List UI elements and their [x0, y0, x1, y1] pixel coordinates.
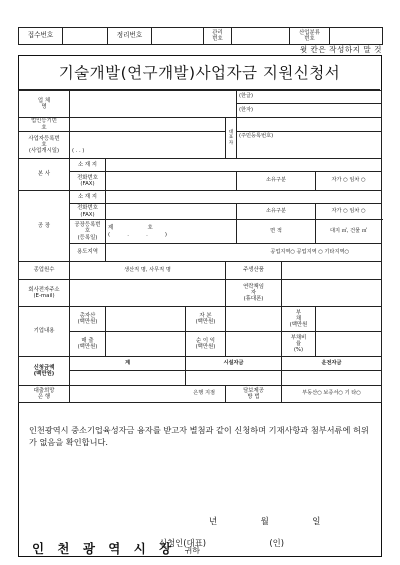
manager-label: 연락책임 자 (휴대폰): [226, 280, 282, 307]
factory-zone-options[interactable]: 공업지역○ 공업지역 ○ 기타지역○: [106, 244, 382, 262]
factory-area-label: 면 적: [237, 220, 316, 244]
employees-field[interactable]: 생산직 명, 사무직 명: [70, 262, 226, 280]
hq-section-label: 본 사: [19, 159, 70, 191]
company-name-hangul[interactable]: (한글): [237, 91, 382, 104]
seal-mark[interactable]: (인): [269, 538, 284, 548]
mgmt-no-field[interactable]: [232, 28, 290, 45]
company-name-hanja[interactable]: (한자): [237, 104, 382, 118]
resident-no-field[interactable]: (주민등록번호): [237, 132, 382, 159]
form-title: 기술개발(연구개발)사업자금 지원신청서: [19, 56, 380, 90]
factory-zone-label: 용도지역: [70, 244, 106, 262]
application-table: [18, 90, 382, 403]
main-product-field[interactable]: [282, 262, 382, 280]
employees-label: 종업원수: [19, 262, 70, 280]
office-use-note: 윗 칸은 작성하지 말 것: [299, 45, 382, 54]
applicant-label: 신청인(대표): [159, 538, 206, 548]
sales-label: 매 출 (백만원): [70, 332, 106, 357]
hq-ownership-options[interactable]: 자가 ○ 임차 ○: [316, 172, 382, 191]
receipt-no-label: 접수번호: [19, 28, 63, 45]
amount-facility-field[interactable]: [186, 371, 282, 386]
total-assets-field[interactable]: [106, 307, 186, 332]
amount-total-field[interactable]: [70, 371, 186, 386]
representative-label: 대 표 자: [226, 118, 237, 159]
email-field[interactable]: [70, 280, 226, 307]
hq-phone-label: 전화번호 (FAX): [70, 172, 106, 191]
day-label: 일: [312, 517, 321, 527]
capital-field[interactable]: [226, 307, 282, 332]
factory-ownership-label: 소유구분: [237, 204, 316, 220]
amount-label: 신청금액 (백만원): [19, 357, 70, 386]
factory-ownership-options[interactable]: 자가 ○ 임차 ○: [316, 204, 382, 220]
debt-label: 부 채 (백만원: [282, 307, 316, 332]
admin-number-bar: [18, 27, 383, 45]
debt-field[interactable]: [316, 307, 382, 332]
factory-section-label: 공 장: [19, 191, 70, 262]
hq-ownership-label: 소유구분: [237, 172, 316, 191]
date-line: [209, 515, 320, 527]
industry-label: 산업분류 번호: [290, 28, 330, 45]
corp-reg-label: 법인등기번 호: [19, 118, 70, 132]
total-assets-label: 총자산 (백만원): [70, 307, 106, 332]
biz-reg-label: 사업자등록번 호 (사업개시일): [19, 132, 70, 159]
addressee-honorific: 귀하: [184, 546, 201, 555]
addressee-name: 인 천 광 역 시 장: [32, 541, 176, 556]
receipt-no-field[interactable]: [63, 28, 108, 45]
net-income-label: 순 이 익 (백만원): [186, 332, 226, 357]
addressee: [32, 539, 200, 557]
declaration-text: 인천광역시 중소기업육성자금 융자를 받고자 별첨과 같이 신청하며 기재사항과 첨부서류에 허위가 없음을 확인합니다.: [29, 425, 369, 447]
industry-field[interactable]: [330, 28, 383, 45]
factory-address-field[interactable]: [106, 191, 382, 204]
factory-area-field[interactable]: 대지 ㎡, 건물 ㎡: [316, 220, 382, 244]
amount-operating-label: 운전자금: [282, 357, 382, 371]
main-product-label: 주생산품: [226, 262, 282, 280]
representative-name-field[interactable]: [237, 118, 382, 132]
corp-reg-field[interactable]: [70, 118, 226, 132]
hq-phone-field[interactable]: [106, 172, 237, 191]
company-name-field[interactable]: [70, 91, 237, 118]
factory-registration-field[interactable]: 제 호 ( . . ): [106, 220, 237, 244]
year-label: 년: [209, 517, 218, 527]
company-name-label: 업 체 명: [19, 91, 70, 118]
collateral-options[interactable]: 부동산○ 보증서○ 기 타○: [282, 386, 382, 403]
factory-phone-field[interactable]: [106, 204, 237, 220]
mgmt-no-label: 관리 번호: [204, 28, 232, 45]
amount-facility-label: 시설자금: [186, 357, 282, 371]
bank-label: 대출희망 은 행: [19, 386, 70, 403]
debt-ratio-field[interactable]: [316, 332, 382, 357]
capital-label: 자 본 (백만원): [186, 307, 226, 332]
declaration-area: [19, 420, 380, 556]
bank-field[interactable]: 은행 지점: [70, 386, 226, 403]
net-income-field[interactable]: [226, 332, 282, 357]
ref-no-field[interactable]: [152, 28, 204, 45]
collateral-label: 담보제공 방 법: [226, 386, 282, 403]
amount-operating-field[interactable]: [282, 371, 382, 386]
manager-field[interactable]: [282, 280, 382, 307]
hq-address-label: 소 재 지: [70, 159, 106, 172]
sales-field[interactable]: [106, 332, 186, 357]
factory-registration-label: 공장등록번 호 (등록일): [70, 220, 106, 244]
amount-total-label: 계: [70, 357, 186, 371]
factory-address-label: 소 재 지: [70, 191, 106, 204]
hq-address-field[interactable]: [106, 159, 382, 172]
factory-phone-label: 전화번호 (FAX): [70, 204, 106, 220]
application-form: [18, 55, 382, 557]
company-info-label: 기업내용: [19, 307, 70, 357]
biz-reg-field[interactable]: ( . . ): [70, 132, 226, 159]
debt-ratio-label: 부채비 율 (%): [282, 332, 316, 357]
ref-no-label: 정리번호: [108, 28, 152, 45]
email-label: 회사전자주소 (E-mail): [19, 280, 70, 307]
month-label: 월: [260, 517, 269, 527]
